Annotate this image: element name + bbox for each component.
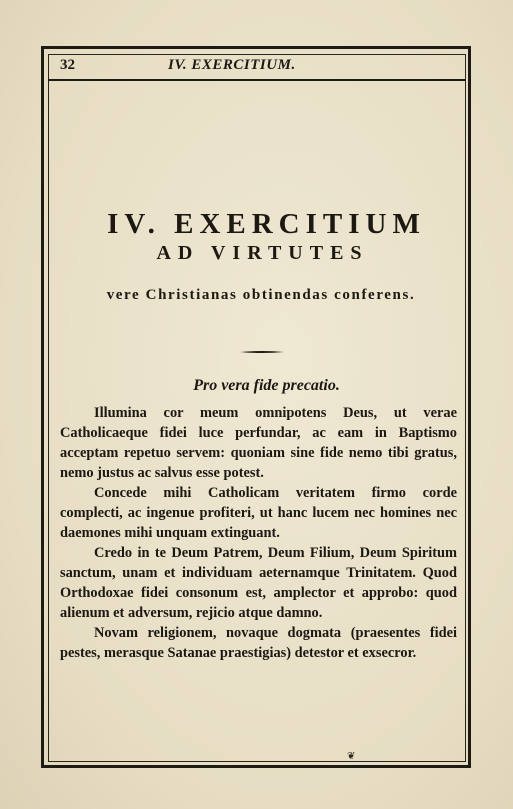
- rule-ornament-icon: [240, 350, 284, 354]
- paragraph: Credo in te Deum Patrem, Deum Filium, Deum Spiritum sanctum, unam et individuam aeternamque Trinitatem. Quod Orthodoxae fidei consonum est, amplector et approbo: quod alienum et adversum, rejicio atque damno.: [60, 545, 457, 621]
- paragraph: Concede mihi Catholicam veritatem firmo corde complecti, ac ingenue profiteri, ut hanc lucem nec homines nec daemones mihi unquam extinguant.: [60, 485, 457, 541]
- chapter-description: vere Christianas obtinendas conferens.: [106, 287, 416, 303]
- running-head: IV. EXERCITIUM.: [168, 57, 296, 73]
- header-rule: [48, 79, 466, 81]
- page-number: 32: [60, 57, 75, 73]
- printer-mark-icon: ❦: [347, 751, 356, 762]
- paragraph: Illumina cor meum omnipotens Deus, ut verae Catholicaeque fidei luce perfundar, ac eam in Baptismo acceptam repetuo servem: quoniam sine fide nemo tibi gratus, nemo justus ac salvus esse potest.: [60, 405, 457, 481]
- body-text: [60, 403, 457, 663]
- paragraph: Novam religionem, novaque dogmata (praesentes fidei pestes, merasque Satanae praestigias) detestor et exsecror.: [60, 625, 457, 661]
- section-title: Pro vera fide precatio.: [193, 377, 340, 394]
- chapter-title: IV. EXERCITIUM: [107, 208, 426, 240]
- chapter-subtitle: AD VIRTUTES: [156, 242, 369, 264]
